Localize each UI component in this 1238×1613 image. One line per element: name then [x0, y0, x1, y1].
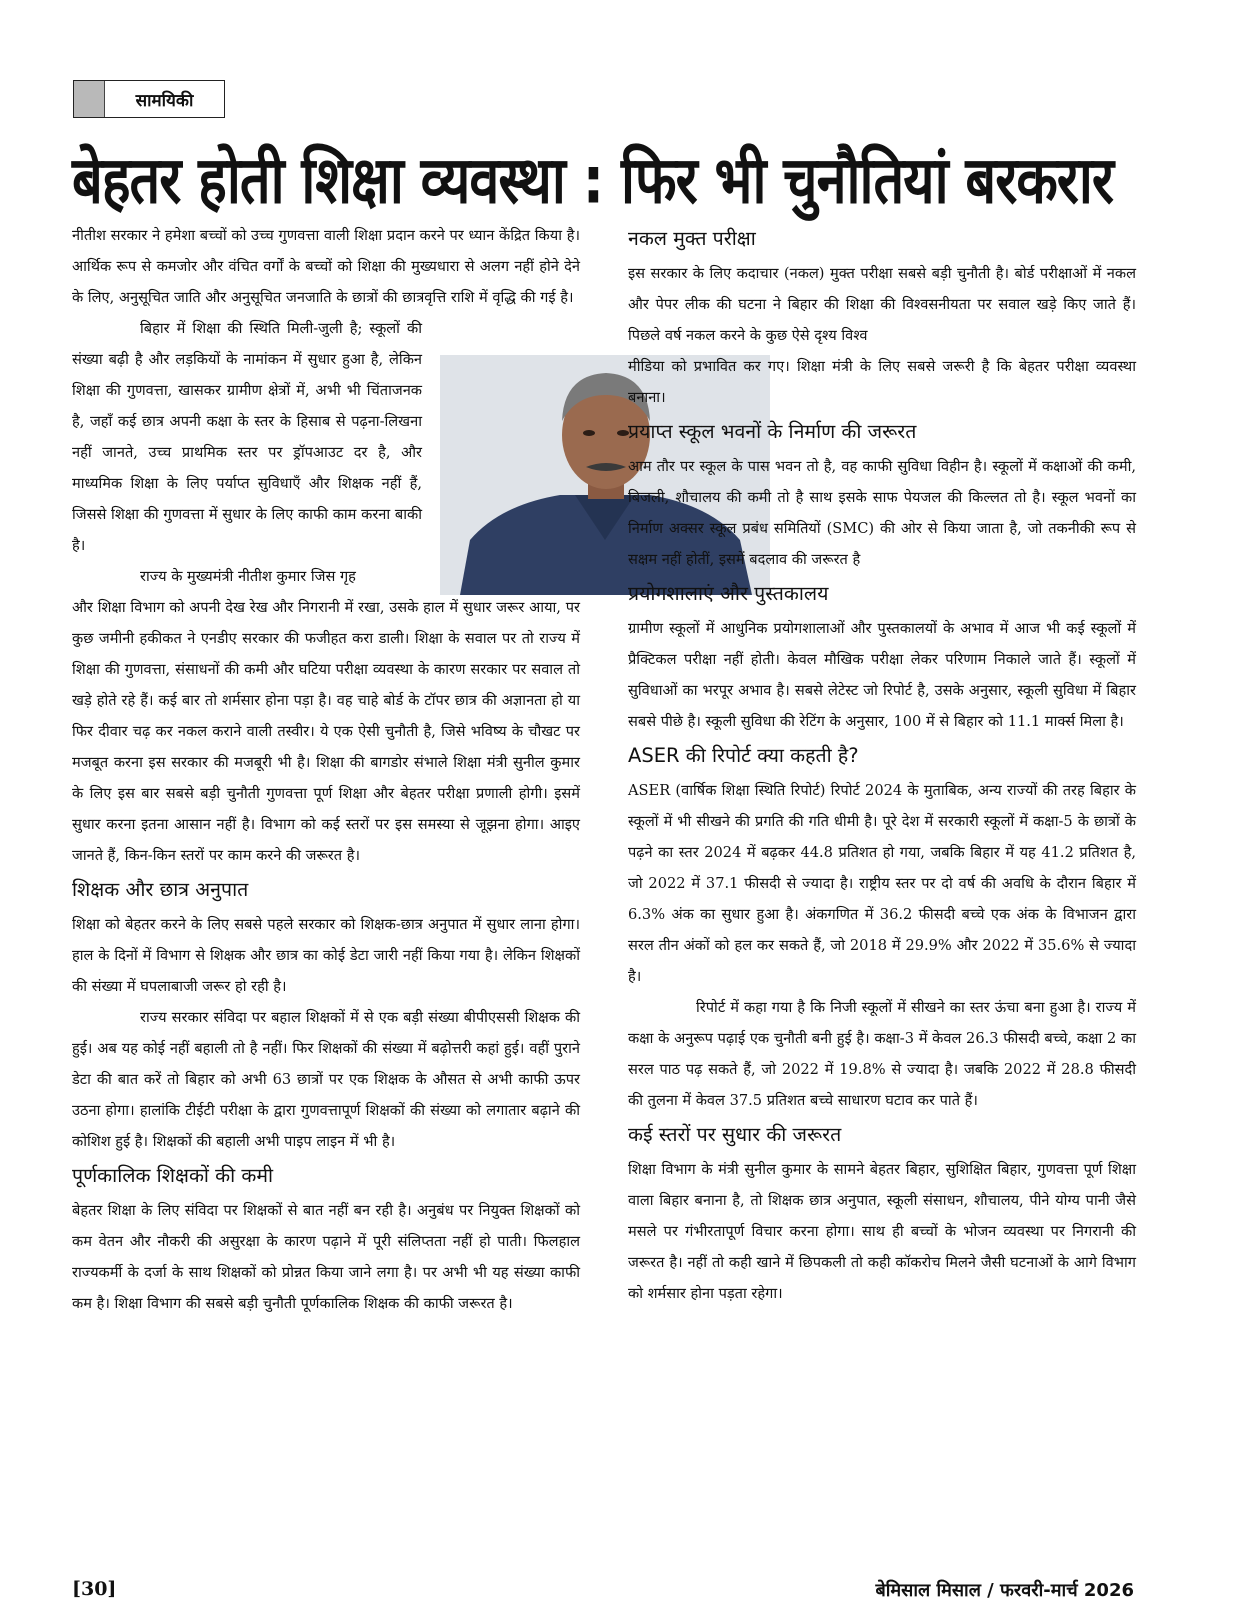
bpsc-paragraph: राज्य सरकार संविदा पर बहाल शिक्षकों में से एक बड़ी संख्या बीपीएससी शिक्षक की हुई। अब यह कोई नहीं बहाली तो है नहीं। फिर शिक्षकों की संख्या में बढ़ोत्तरी कहां हुई। वहीं पुराने डेटा की बात करें तो बिहार को अभी 63 छात्रों पर एक शिक्षक के औसत से अभी काफी ऊपर उठना होगा। हालांकि टीईटी परीक्षा के द्वारा गुणवत्तापूर्ण शिक्षकों की संख्या को लगातार बढ़ाने की कोशिश हुई है। शिक्षकों की बहाली अभी पाइप लाइन में भी है।	[72, 1009, 580, 1150]
section-tag-swatch	[74, 81, 105, 117]
cm-paragraph-start: राज्य के मुख्यमंत्री नीतीश कुमार जिस गृह	[140, 568, 356, 585]
heading-multi-level-reform: कई स्तरों पर सुधार की जरूरत	[628, 1123, 842, 1146]
cm-paragraph-rest: और शिक्षा विभाग को अपनी देख रेख और निगरानी में रखा, उसके हाल में सुधार जरूर आया, पर कुछ जमीनी हकीकत ने एनडीए सरकार की फजीहत करा डाली। शिक्षा के सवाल पर तो राज्य में शिक्षा की गुणवत्ता, संसाधनों की कमी और घटिया परीक्षा व्यवस्था के कारण सरकार पर सवाल तो खड़े होते रहे हैं। कई बार तो शर्मसार होना पड़ा है। वह चाहे बोर्ड के टॉपर छात्र की अज्ञानता हो या फिर दीवार चढ़ कर नकल कराने वाली तस्वीर। ये एक ऐसी चुनौती है, जिसे भविष्य के चौखट पर मजबूत करना इस सरकार की मजबूरी भी है। शिक्षा की बागडोर संभाले शिक्षा मंत्री सुनील कुमार के लिए इस बार सबसे बड़ी चुनौती गुणवत्ता पूर्ण शिक्षा और बेहतर परीक्षा प्रणाली होगी। इसमें सुधार करना इतना आसान नहीं है। विभाग को कई स्तरों पर इस समस्या से जूझना होगा। आइए जानते हैं, किन-किन स्तरों पर काम करने की जरूरत है।	[72, 599, 580, 864]
section-tag	[73, 80, 225, 118]
exam-paragraph-rest: मीडिया को प्रभावित कर गए। शिक्षा मंत्री के लिए सबसे जरूरी है कि बेहतर परीक्षा व्यवस्था बनाना।	[628, 358, 1136, 406]
aser-paragraph: ASER (वार्षिक शिक्षा स्थिति रिपोर्ट) रिपोर्ट 2024 के मुताबिक, अन्य राज्यों की तरह बिहार के स्कूलों में भी सीखने की प्रगति की गति धीमी है। पूरे देश में सरकारी स्कूलों में कक्षा-5 के छात्रों के पढ़ने का स्तर 2024 में बढ़कर 44.8 प्रतिशत हो गया, जबकि बिहार में यह 41.2 प्रतिशत है, जो 2022 में 37.1 फीसदी से ज्यादा है। राष्ट्रीय स्तर पर दो वर्ष की अवधि के दौरान बिहार में 6.3% अंक का सुधार हुआ है। अंकगणित में 36.2 फीसदी बच्चे एक अंक के विभाजन द्वारा सरल तीन अंकों को हल कर सकते हैं, जो 2018 में 29.9% और 2022 में 35.6% से ज्यादा है।	[628, 782, 1136, 985]
heading-school-buildings: प्रयाप्त स्कूल भवनों के निर्माण की जरूरत	[628, 420, 917, 443]
right-column	[628, 220, 1136, 1309]
headline: बेहतर होती शिक्षा व्यवस्था : फिर भी चुनौतियां बरकरार	[72, 142, 1113, 218]
reform-paragraph: शिक्षा विभाग के मंत्री सुनील कुमार के सामने बेहतर बिहार, सुशिक्षित बिहार, गुणवत्ता पूर्ण शिक्षा वाला बिहार बनाना है, तो शिक्षक छात्र अनुपात, स्कूली संसाधन, शौचालय, पीने योग्य पानी जैसे मसले पर गंभीरतापूर्ण विचार करना होगा। साथ ही बच्चों के भोजन व्यवस्था पर निगरानी की जरूरत है। नहीं तो कही खाने में छिपकली तो कही कॉकरोच मिलने जैसी घटनाओं के आगे विभाग को शर्मसार होना पड़ता रहेगा।	[628, 1161, 1136, 1302]
section-tag-label: सामयिकी	[135, 90, 194, 111]
page-number: [30]	[72, 1578, 117, 1600]
heading-aser-report: ASER की रिपोर्ट क्या कहती है?	[628, 744, 859, 767]
status-paragraph: बिहार में शिक्षा की स्थिति मिली-जुली है; स्कूलों की संख्या बढ़ी है और लड़कियों के नामांकन में सुधार हुआ है, लेकिन शिक्षा की गुणवत्ता, खासकर ग्रामीण क्षेत्रों में, अभी भी चिंताजनक है, जहाँ कई छात्र अपनी कक्षा के स्तर के हिसाब से पढ़ना-लिखना नहीं जानते, उच्च प्राथमिक स्तर पर ड्रॉपआउट दर है, और माध्यमिक शिक्षा के लिए पर्याप्त सुविधाएँ और शिक्षक नहीं हैं, जिससे शिक्षा की गुणवत्ता में सुधार के लिए काफी काम करना बाकी है।	[72, 320, 422, 554]
exam-paragraph-start: इस सरकार के लिए कदाचार (नकल) मुक्त परीक्षा सबसे बड़ी चुनौती है। बोर्ड परीक्षाओं में नकल और पेपर लीक की घटना ने बिहार की शिक्षा की विश्वसनीयता पर सवाल खड़े किए जाते हैं। पिछले वर्ष नकल करने के कुछ ऐसे दृश्य विश्व	[628, 265, 1136, 344]
heading-teacher-student-ratio: शिक्षक और छात्र अनुपात	[72, 878, 249, 901]
buildings-paragraph: आम तौर पर स्कूल के पास भवन तो है, वह काफी सुविधा विहीन है। स्कूलों में कक्षाओं की कमी, बिजली, शौचालय की कमी तो है साथ इसके साफ पेयजल की किल्लत तो है। स्कूल भवनों का निर्माण अक्सर स्कूल प्रबंध समितियों (SMC) की ओर से किया जाता है, जो तकनीकी रूप से सक्षम नहीं होतीं, इसमें बदलाव की जरूरत है	[628, 458, 1136, 568]
labs-paragraph: ग्रामीण स्कूलों में आधुनिक प्रयोगशालाओं और पुस्तकालयों के अभाव में आज भी कई स्कूलों में प्रैक्टिकल परीक्षा नहीं होती। केवल मौखिक परीक्षा लेकर परिणाम निकाले जाते हैं। स्कूलों में सुविधाओं का भरपूर अभाव है। सबसे लेटेस्ट जो रिपोर्ट है, उसके अनुसार, स्कूली सुविधा में बिहार सबसे पीछे है। स्कूली सुविधा की रेटिंग के अनुसार, 100 में से बिहार को 11.1 मार्क्स मिला है।	[628, 620, 1136, 730]
heading-fulltime-teachers: पूर्णकालिक शिक्षकों की कमी	[72, 1164, 274, 1187]
magazine-issue: बेमिसाल मिसाल / फरवरी-मार्च 2026	[875, 1580, 1134, 1601]
intro-paragraph: नीतीश सरकार ने हमेशा बच्चों को उच्च गुणवत्ता वाली शिक्षा प्रदान करने पर ध्यान केंद्रित किया है। आर्थिक रूप से कमजोर और वंचित वर्गों के बच्चों को शिक्षा की मुख्यधारा से अलग नहीं होने देने के लिए, अनुसूचित जाति और अनुसूचित जनजाति के छात्रों की छात्रवृत्ति राशि में वृद्धि की गई है।	[72, 227, 580, 306]
fulltime-paragraph: बेहतर शिक्षा के लिए संविदा पर शिक्षकों से बात नहीं बन रही है। अनुबंध पर नियुक्त शिक्षकों को कम वेतन और नौकरी की असुरक्षा के कारण पढ़ाने में पूरी संलिप्तता नहीं हो पाती। फिलहाल राज्यकर्मी के दर्जा के साथ शिक्षकों को प्रोन्नत किया जाने लगा है। पर अभी भी यह संख्या काफी कम है। शिक्षा विभाग की सबसे बड़ी चुनौती पूर्णकालिक शिक्षक की काफी जरूरत है।	[72, 1202, 580, 1312]
ratio-paragraph: शिक्षा को बेहतर करने के लिए सबसे पहले सरकार को शिक्षक-छात्र अनुपात में सुधार लाना होगा। हाल के दिनों में विभाग से शिक्षक और छात्र का कोई डेटा जारी नहीं किया गया है। लेकिन शिक्षकों की संख्या में घपलाबाजी जरूर हो रही है।	[72, 916, 580, 995]
heading-cheating-free-exam: नकल मुक्त परीक्षा	[628, 227, 756, 250]
heading-labs-libraries: प्रयोगशालाएं और पुस्तकालय	[628, 582, 829, 605]
private-schools-paragraph: रिपोर्ट में कहा गया है कि निजी स्कूलों में सीखने का स्तर ऊंचा बना हुआ है। राज्य में कक्षा के अनुरूप पढ़ाई एक चुनौती बनी हुई है। कक्षा-3 में केवल 26.3 फीसदी बच्चे, कक्षा 2 का सरल पाठ पढ़ सकते हैं, जो 2022 में 19.8% से ज्यादा है। जबकि 2022 में 28.8 फीसदी की तुलना में केवल 37.5 प्रतिशत बच्चे साधारण घटाव कर पाते हैं।	[628, 999, 1136, 1109]
